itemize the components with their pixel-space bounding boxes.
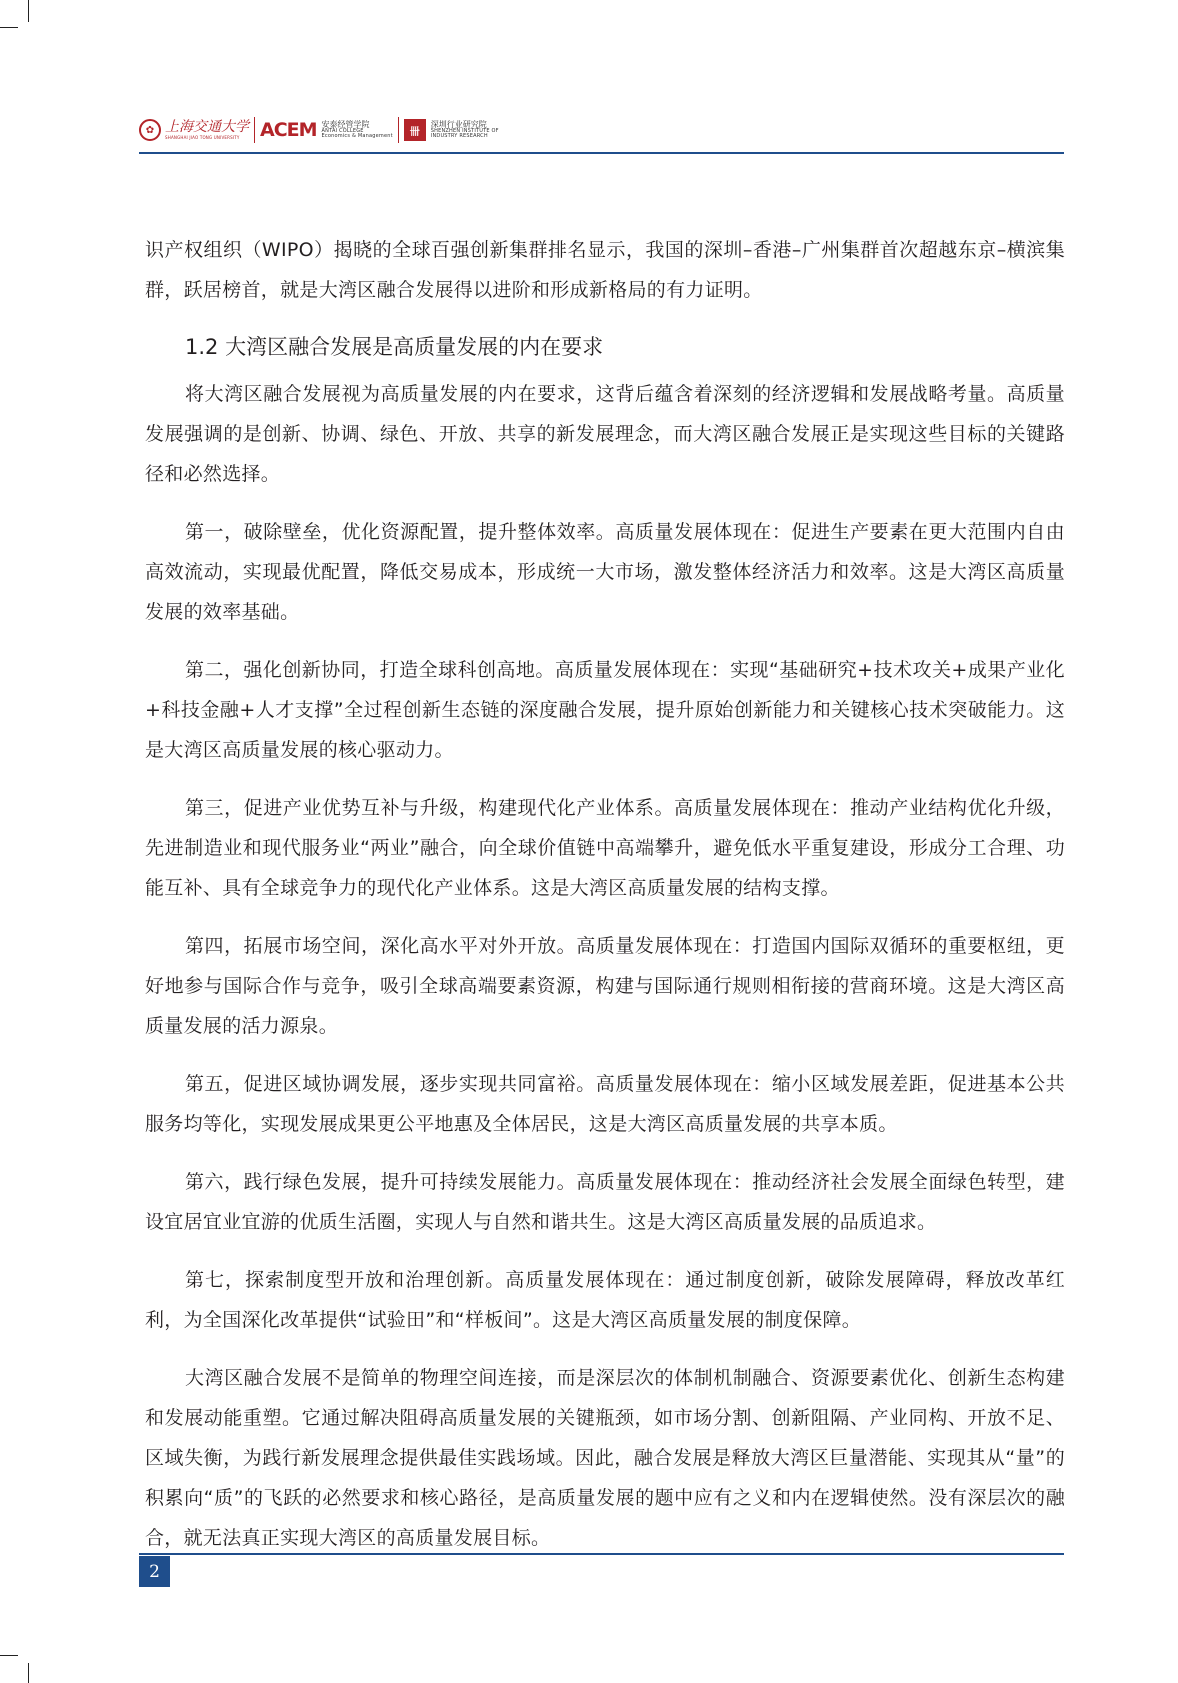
crop-mark-top-left-h <box>0 27 18 28</box>
crop-mark-bottom-left-v <box>28 1663 29 1683</box>
body-paragraph: 第七，探索制度型开放和治理创新。高质量发展体现在：通过制度创新，破除发展障碍，释放改革红利，为全国深化改革提供“试验田”和“样板间”。这是大湾区高质量发展的制度保障。 <box>145 1269 1065 1331</box>
body-paragraph: 大湾区融合发展不是简单的物理空间连接，而是深层次的体制机制融合、资源要素优化、创新生态构建和发展动能重塑。它通过解决阻碍高质量发展的关键瓶颈，如市场分割、创新阻隔、产业同构、开放不足、区域失衡，为践行新发展理念提供最佳实践场域。因此，融合发展是释放大湾区巨量潜能、实现其从“量”的积累向“质”的飞跃的必然要求和核心路径，是高质量发展的题中应有之义和内在逻辑使然。没有深层次的融合，就无法真正实现大湾区的高质量发展目标。 <box>145 1367 1065 1549</box>
section-heading: 1.2 大湾区融合发展是高质量发展的内在要求 <box>185 335 604 359</box>
acem-name-cn: 安泰经管学院 <box>321 119 370 129</box>
crop-mark-bottom-left-h <box>0 1655 18 1656</box>
sjtu-logo <box>139 119 249 141</box>
body-paragraph: 第四，拓展市场空间，深化高水平对外开放。高质量发展体现在：打造国内国际双循环的重要枢纽，更好地参与国际合作与竞争，吸引全球高端要素资源，构建与国际通行规则相衔接的营商环境。这是大湾区高质量发展的活力源泉。 <box>145 935 1065 1037</box>
logo-divider <box>398 117 399 143</box>
logo-divider <box>254 117 255 143</box>
iir-name-en-1: SHENZHEN INSTITUTE OF <box>430 127 499 134</box>
iir-name-en-2: INDUSTRY RESEARCH <box>430 133 488 140</box>
body-paragraph: 将大湾区融合发展视为高质量发展的内在要求，这背后蕴含着深刻的经济逻辑和发展战略考量。高质量发展强调的是创新、协调、绿色、开放、共享的新发展理念，而大湾区融合发展正是实现这些目标的关键路径和必然选择。 <box>145 383 1065 485</box>
iir-name-cn: 深圳行业研究院 <box>430 119 487 129</box>
continuation-paragraph: 识产权组织（WIPO）揭晓的全球百强创新集群排名显示，我国的深圳–香港–广州集群首次超越东京–横滨集群，跃居榜首，就是大湾区融合发展得以进阶和形成新格局的有力证明。 <box>145 239 1065 301</box>
sjtu-name-cn: 上海交通大学 <box>165 119 249 135</box>
footer-rule <box>139 1553 1064 1555</box>
sjtu-seal-icon: ✿ <box>139 119 161 141</box>
crop-mark-top-left-v <box>28 0 29 22</box>
iir-mark-icon: 卌 <box>404 119 426 141</box>
body-paragraph: 第六，践行绿色发展，提升可持续发展能力。高质量发展体现在：推动经济社会发展全面绿色转型，建设宜居宜业宜游的优质生活圈，实现人与自然和谐共生。这是大湾区高质量发展的品质追求。 <box>145 1171 1065 1233</box>
acem-name-en-2: Economics & Management <box>321 133 393 140</box>
body-paragraph: 第五，促进区域协调发展，逐步实现共同富裕。高质量发展体现在：缩小区域发展差距，促进基本公共服务均等化，实现发展成果更公平地惠及全体居民，这是大湾区高质量发展的共享本质。 <box>145 1073 1065 1135</box>
page-body <box>145 230 1065 1576</box>
sjtu-name-en: SHANGHAI JIAO TONG UNIVERSITY <box>165 135 240 140</box>
header-rule <box>139 152 1064 154</box>
body-paragraph: 第一，破除壁垒，优化资源配置，提升整体效率。高质量发展体现在：促进生产要素在更大范围内自由高效流动，实现最优配置，降低交易成本，形成统一大市场，激发整体经济活力和效率。这是大湾区高质量发展的效率基础。 <box>145 521 1065 623</box>
iir-logo <box>404 119 499 141</box>
body-paragraph: 第二，强化创新协同，打造全球科创高地。高质量发展体现在：实现“基础研究+技术攻关+成果产业化+科技金融+人才支撑”全过程创新生态链的深度融合发展，提升原始创新能力和关键核心技术突破能力。这是大湾区高质量发展的核心驱动力。 <box>145 659 1065 761</box>
page-number: 2 <box>139 1556 170 1587</box>
acem-name-en-1: ANTAI COLLEGE <box>321 127 364 134</box>
acem-mark: ACEM <box>260 119 317 141</box>
page-header <box>139 110 1064 150</box>
acem-logo <box>260 119 393 141</box>
body-paragraph: 第三，促进产业优势互补与升级，构建现代化产业体系。高质量发展体现在：推动产业结构优化升级，先进制造业和现代服务业“两业”融合，向全球价值链中高端攀升，避免低水平重复建设，形成分工合理、功能互补、具有全球竞争力的现代化产业体系。这是大湾区高质量发展的结构支撑。 <box>145 797 1065 899</box>
